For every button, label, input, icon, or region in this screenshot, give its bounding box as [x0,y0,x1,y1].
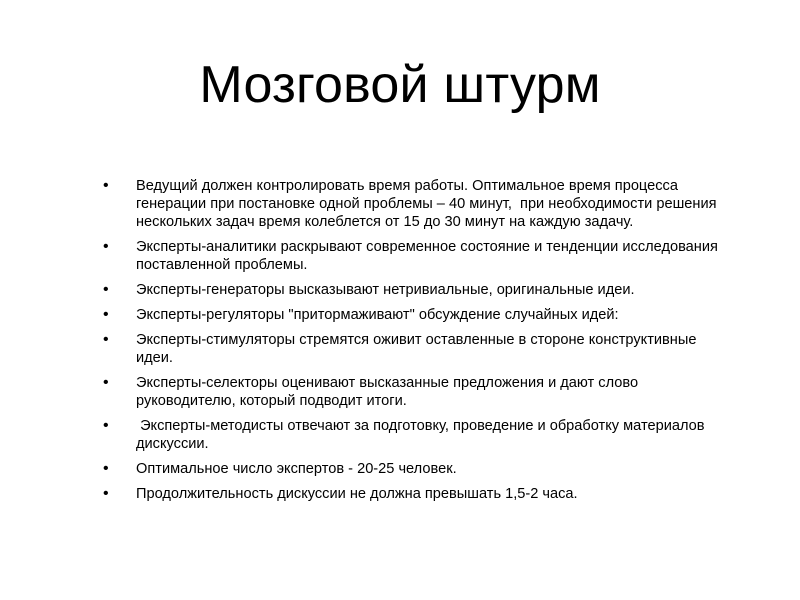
bullet-icon: • [103,177,109,194]
bullet-icon: • [103,417,109,434]
bullet-item [103,331,723,367]
bullet-item [103,417,723,453]
bullet-item [103,374,723,410]
bullet-text: Эксперты-регуляторы "притормаживают" обсуждение случайных идей: [136,307,619,323]
bullet-icon: • [103,485,109,502]
bullet-text: Эксперты-методисты отвечают за подготовку, проведение и обработку материалов дискуссии. [136,418,709,452]
bullet-item [103,281,723,299]
bullet-text: Эксперты-селекторы оценивают высказанные предложения и дают слово руководителю, который подводит итоги. [136,375,643,409]
bullet-text: Эксперты-стимуляторы стремятся оживит оставленные в стороне конструктивные идеи. [136,332,701,366]
bullet-text: Ведущий должен контролировать время работы. Оптимальное время процесса генерации при постановке одной проблемы – 40 минут, при необходимости решения нескольких задач время колеблется от 15 до 30 минут на каждую задачу. [136,178,721,230]
bullet-icon: • [103,374,109,391]
bullet-text: Оптимальное число экспертов - 20-25 человек. [136,461,457,477]
bullet-item [103,485,723,503]
bullet-item [103,306,723,324]
bullet-item [103,238,723,274]
bullet-item [103,177,723,231]
bullet-list [103,177,723,510]
slide-title: Мозговой штурм [199,56,601,114]
bullet-text: Эксперты-генераторы высказывают нетривиальные, оригинальные идеи. [136,282,635,298]
bullet-icon: • [103,460,109,477]
bullet-item [103,460,723,478]
bullet-text: Эксперты-аналитики раскрывают современное состояние и тенденции исследования поставленной проблемы. [136,239,722,273]
bullet-icon: • [103,281,109,298]
bullet-text: Продолжительность дискуссии не должна превышать 1,5-2 часа. [136,486,578,502]
bullet-icon: • [103,306,109,323]
bullet-icon: • [103,238,109,255]
bullet-icon: • [103,331,109,348]
